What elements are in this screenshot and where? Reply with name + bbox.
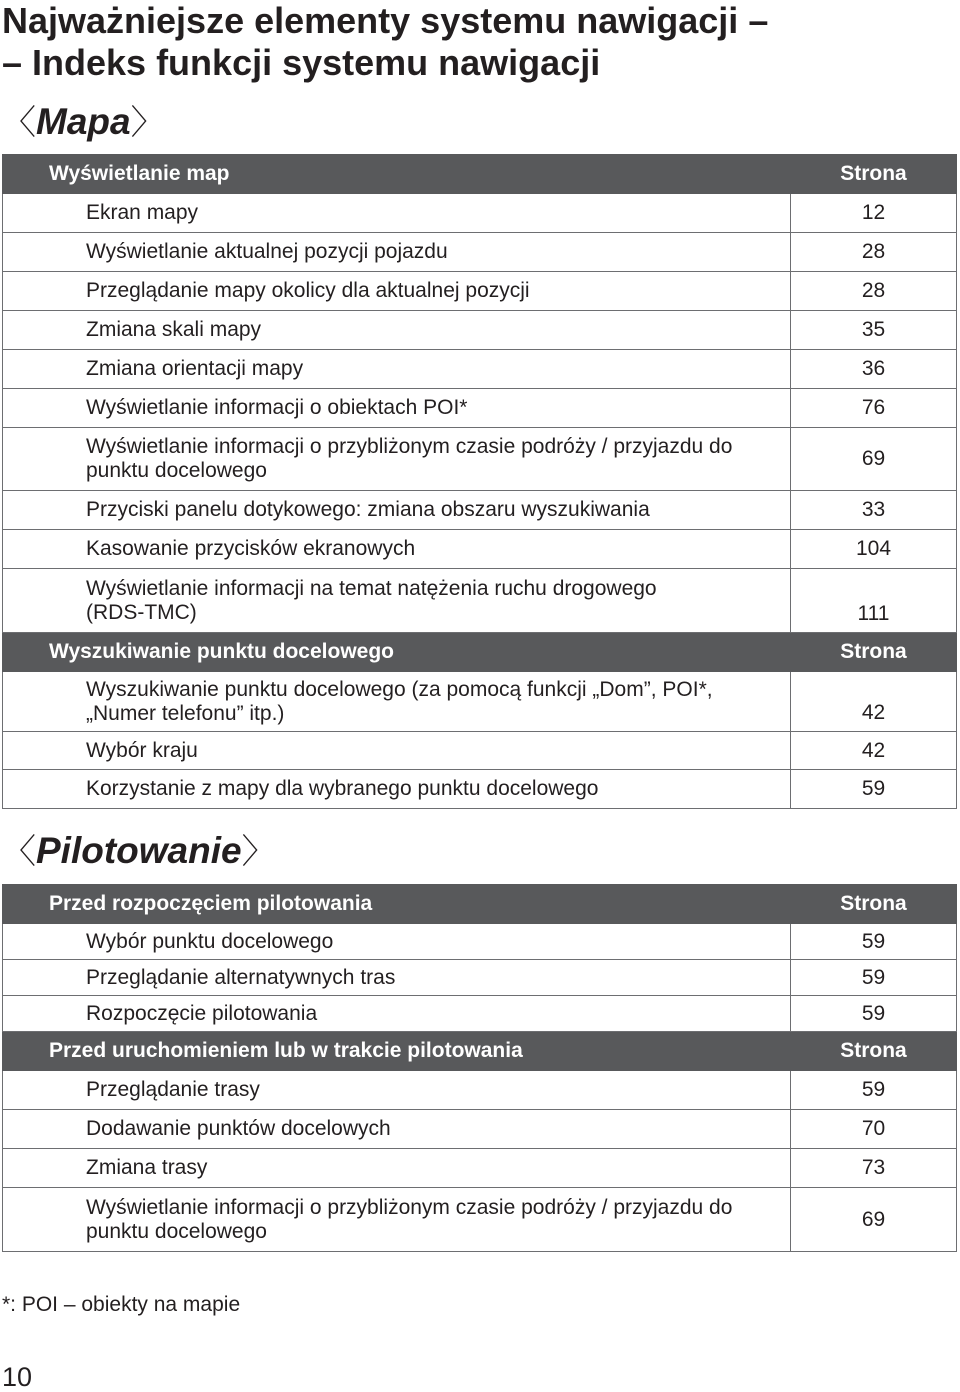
row-page: 69 xyxy=(791,1188,957,1252)
row-page: 69 xyxy=(791,428,957,491)
table-row xyxy=(3,311,957,350)
row-page: 42 xyxy=(791,732,957,770)
row-page: 111 xyxy=(791,569,957,633)
table-row xyxy=(3,924,957,960)
row-page: 35 xyxy=(791,311,957,350)
row-text: Zmiana orientacji mapy xyxy=(3,350,791,389)
group-header-label: Wyszukiwanie punktu docelowego xyxy=(3,633,791,672)
index-table-mapa xyxy=(2,154,957,809)
group-header-label: Przed rozpoczęciem pilotowania xyxy=(3,885,791,924)
table-row xyxy=(3,1071,957,1110)
row-page: 59 xyxy=(791,996,957,1032)
group-header-label: Przed uruchomieniem lub w trakcie pilotowania xyxy=(3,1032,791,1071)
table-row xyxy=(3,732,957,770)
row-page: 76 xyxy=(791,389,957,428)
row-page: 33 xyxy=(791,491,957,530)
row-text: Rozpoczęcie pilotowania xyxy=(3,996,791,1032)
row-text: Wyszukiwanie punktu docelowego (za pomocą funkcji „Dom”, POI*, „Numer telefonu” itp.) xyxy=(3,672,791,732)
table-group-header xyxy=(3,633,957,672)
table-row xyxy=(3,428,957,491)
row-text: Wybór punktu docelowego xyxy=(3,924,791,960)
page-column-header: Strona xyxy=(791,633,957,672)
table-row xyxy=(3,350,957,389)
footnote: *: POI – obiekty na mapie xyxy=(2,1293,241,1316)
right-angle-icon: 〉 xyxy=(130,104,165,142)
row-page: 28 xyxy=(791,272,957,311)
row-page: 12 xyxy=(791,194,957,233)
row-text: Przeglądanie alternatywnych tras xyxy=(3,960,791,996)
table-group-header xyxy=(3,1032,957,1071)
table-row xyxy=(3,1149,957,1188)
row-text: Wybór kraju xyxy=(3,732,791,770)
page-column-header: Strona xyxy=(791,155,957,194)
group-header-label: Wyświetlanie map xyxy=(3,155,791,194)
table-row xyxy=(3,233,957,272)
row-page: 73 xyxy=(791,1149,957,1188)
row-page: 104 xyxy=(791,530,957,569)
section-heading-mapa xyxy=(2,100,165,145)
section-heading-pilotowanie-label: Pilotowanie xyxy=(36,830,242,871)
row-text: Przeglądanie trasy xyxy=(3,1071,791,1110)
page-column-header: Strona xyxy=(791,1032,957,1071)
table-group-header xyxy=(3,885,957,924)
row-text: Wyświetlanie informacji o obiektach POI* xyxy=(3,389,791,428)
page-title xyxy=(2,0,952,84)
table-row xyxy=(3,389,957,428)
row-text: Zmiana skali mapy xyxy=(3,311,791,350)
table-row xyxy=(3,491,957,530)
page-title-line1: Najważniejsze elementy systemu nawigacji – xyxy=(2,0,769,41)
row-text: Wyświetlanie informacji na temat natężenia ruchu drogowego (RDS-TMC) xyxy=(3,569,791,633)
table-row xyxy=(3,272,957,311)
row-page: 59 xyxy=(791,1071,957,1110)
table-row xyxy=(3,960,957,996)
row-text: Wyświetlanie informacji o przybliżonym czasie podróży / przyjazdu do punktu docelowego xyxy=(3,1188,791,1252)
table-row xyxy=(3,194,957,233)
page-column-header: Strona xyxy=(791,885,957,924)
row-page: 59 xyxy=(791,924,957,960)
table-row xyxy=(3,770,957,809)
row-text: Wyświetlanie aktualnej pozycji pojazdu xyxy=(3,233,791,272)
row-page: 28 xyxy=(791,233,957,272)
table-row xyxy=(3,1110,957,1149)
page-number: 10 xyxy=(2,1362,33,1392)
index-table-pilotowanie xyxy=(2,884,957,1252)
table-row xyxy=(3,569,957,633)
section-heading-pilotowanie xyxy=(2,829,276,874)
row-text: Ekran mapy xyxy=(3,194,791,233)
row-text: Kasowanie przycisków ekranowych xyxy=(3,530,791,569)
row-page: 70 xyxy=(791,1110,957,1149)
left-angle-icon: 〈 xyxy=(2,104,36,142)
row-page: 36 xyxy=(791,350,957,389)
row-page: 59 xyxy=(791,960,957,996)
page-title-line2: – Indeks funkcji systemu nawigacji xyxy=(2,42,601,83)
row-text: Dodawanie punktów docelowych xyxy=(3,1110,791,1149)
row-text: Zmiana trasy xyxy=(3,1149,791,1188)
table-row xyxy=(3,996,957,1032)
row-text: Przyciski panelu dotykowego: zmiana obszaru wyszukiwania xyxy=(3,491,791,530)
row-page: 59 xyxy=(791,770,957,809)
table-row xyxy=(3,672,957,732)
row-text: Przeglądanie mapy okolicy dla aktualnej pozycji xyxy=(3,272,791,311)
right-angle-icon: 〉 xyxy=(241,833,276,871)
table-row xyxy=(3,1188,957,1252)
left-angle-icon: 〈 xyxy=(2,833,36,871)
row-text: Wyświetlanie informacji o przybliżonym czasie podróży / przyjazdu do punktu docelowego xyxy=(3,428,791,491)
section-heading-mapa-label: Mapa xyxy=(36,101,131,142)
table-group-header xyxy=(3,155,957,194)
row-page: 42 xyxy=(791,672,957,732)
table-row xyxy=(3,530,957,569)
row-text: Korzystanie z mapy dla wybranego punktu docelowego xyxy=(3,770,791,809)
